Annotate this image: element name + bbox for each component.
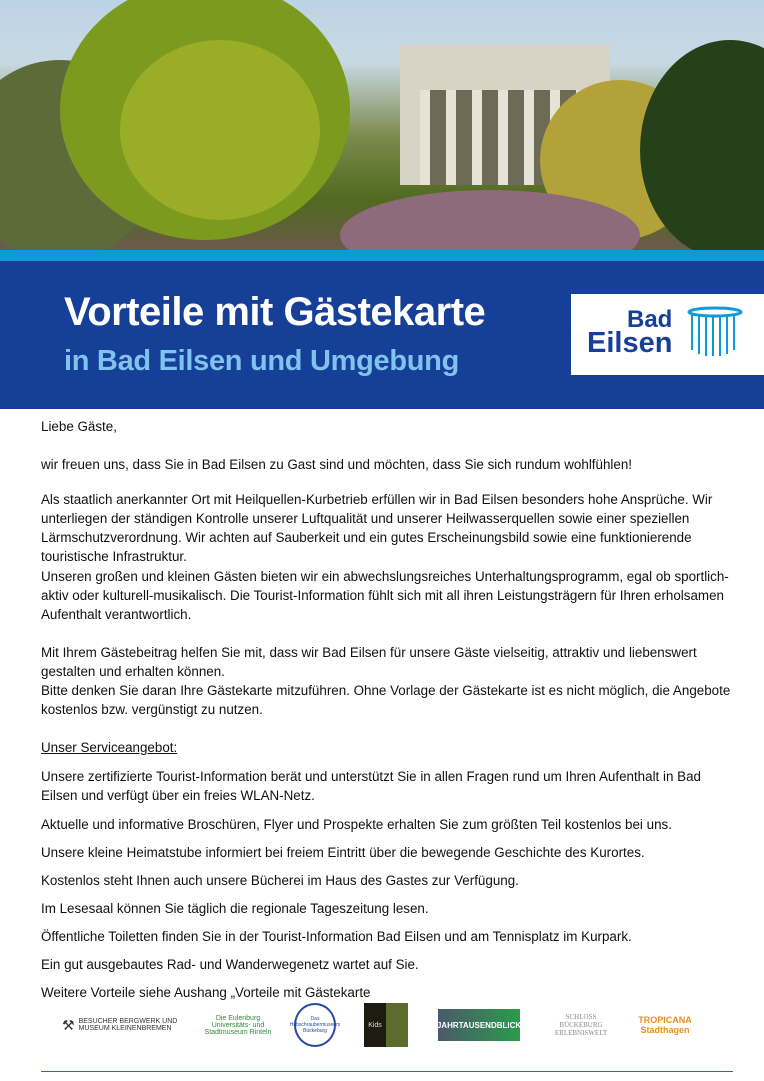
footer-divider [41, 1071, 733, 1072]
partner-logo-hubschraubermuseum: Das Hubschraubermuseum Bückeburg [294, 1003, 336, 1047]
bad-eilsen-logo [571, 294, 764, 375]
service-item: Unsere kleine Heimatstube informiert bei freiem Eintritt über die bewegende Geschichte des Kurortes. [41, 845, 645, 860]
paragraph-contribution: Mit Ihrem Gästebeitrag helfen Sie mit, dass wir Bad Eilsen für unsere Gäste vielseitig, attraktiv und liebenswert gestalten und erhalten können. [41, 645, 697, 679]
paragraph-quality: Als staatlich anerkannter Ort mit Heilquellen-Kurbetrieb erfüllen wir in Bad Eilsen besonders hohe Ansprüche. Wir unterliegen der ständigen Kontrolle unserer Luftqualität und unserer Heilwasserquellen sowie einer speziellen Lärmschutzverordnung. Wir achten auf Sauberkeit und ein gutes Erscheinungsbild sowie eine funktionierende touristische Infrastruktur. [41, 492, 713, 564]
paragraph-program: Unseren großen und kleinen Gästen bieten wir ein abwechslungsreiches Unterhaltungsprogramm, egal ob sportlich-aktiv oder kulturell-musikalisch. Die Tourist-Information fühlt sich mit all ihren Leistungsträgern für Ihren erholsamen Aufenthalt verantwortlich. [41, 569, 729, 622]
partner-logo-jahrtausendblick: JAHRTAUSENDBLICK [438, 1009, 520, 1041]
logo-text-bad: Bad [627, 306, 673, 333]
page-subtitle: in Bad Eilsen und Umgebung [64, 345, 459, 377]
hammer-pick-icon: ⚒ [62, 1016, 75, 1033]
paragraph-welcome: wir freuen uns, dass Sie in Bad Eilsen zu Gast sind und möchten, dass Sie sich rundum wohlfühlen! [41, 457, 632, 472]
service-item: Kostenlos steht Ihnen auch unsere Bücherei im Haus des Gastes zur Verfügung. [41, 873, 519, 888]
service-item: Unsere zertifizierte Tourist-Information berät und unterstützt Sie in allen Fragen rund um Ihren Aufenthalt in Bad Eilsen und verfügt über ein freies WLAN-Netz. [41, 769, 701, 803]
colonnade-icon [687, 306, 743, 362]
page-title: Vorteile mit Gästekarte [64, 290, 486, 334]
service-item: Weitere Vorteile siehe Aushang „Vorteile mit Gästekarte [41, 985, 371, 1000]
banner-stripe [0, 250, 764, 261]
logo-text-eilsen: Eilsen [587, 327, 673, 359]
partner-logo-bergwerk: ⚒ BESUCHER BERGWERK UND MUSEUM KLEINENBREMEN [62, 1016, 178, 1033]
header-photo-park-temple [0, 0, 764, 250]
service-item: Ein gut ausgebautes Rad- und Wanderwegenetz wartet auf Sie. [41, 957, 419, 972]
partner-logo-schloss-bueckeburg: SCHLOSS BÜCKEBURG ERLEBNISWELT [554, 1013, 608, 1037]
service-item: Aktuelle und informative Broschüren, Flyer und Prospekte erhalten Sie zum größten Teil kostenlos bei uns. [41, 817, 672, 832]
service-heading: Unser Serviceangebot: [41, 740, 178, 755]
partner-logos [60, 1003, 740, 1047]
greeting: Liebe Gäste, [41, 419, 117, 434]
partner-logo-kids: Kids [364, 1003, 408, 1047]
partner-logo-tropicana: TROPICANA Stadthagen [638, 1015, 692, 1035]
paragraph-card-reminder: Bitte denken Sie daran Ihre Gästekarte mitzuführen. Ohne Vorlage der Gästekarte ist es nicht möglich, die Angebote kostenlos bzw. vergünstigt zu nutzen. [41, 683, 731, 717]
service-item: Im Lesesaal können Sie täglich die regionale Tageszeitung lesen. [41, 901, 429, 916]
service-item: Öffentliche Toiletten finden Sie in der Tourist-Information Bad Eilsen und am Tennisplatz im Kurpark. [41, 929, 632, 944]
partner-logo-eulenburg: Die Eulenburg Universitäts- und Stadtmuseum Rinteln [204, 1014, 272, 1036]
